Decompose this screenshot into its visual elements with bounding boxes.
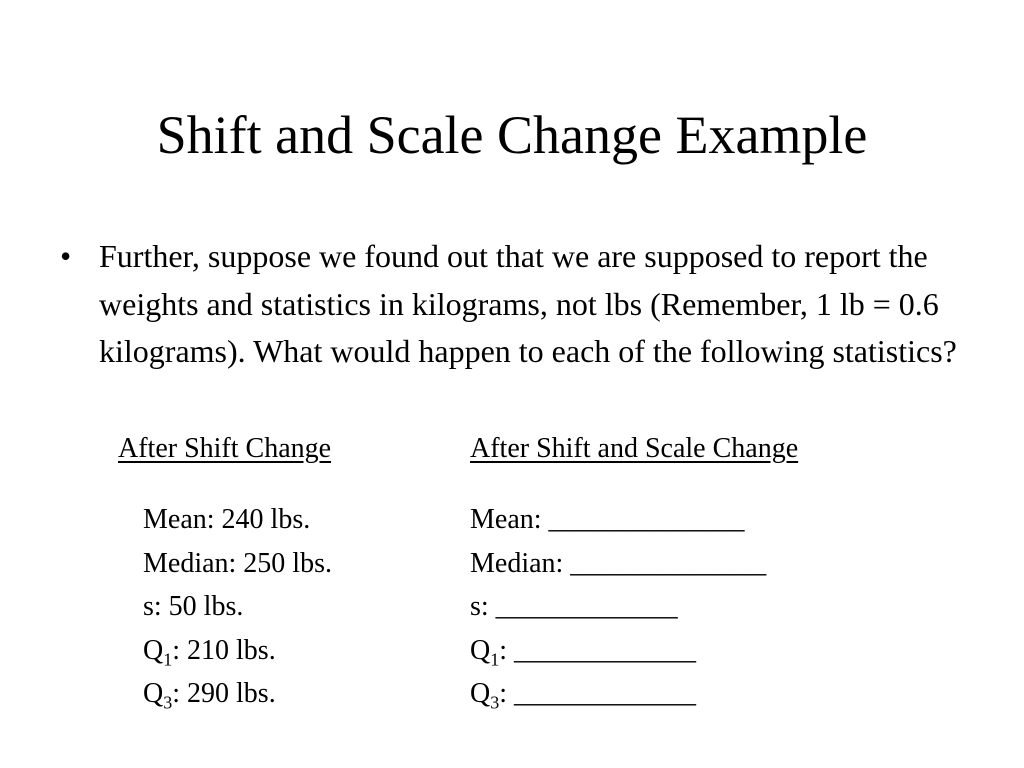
stat-value: : 250 lbs. [228, 547, 332, 579]
stat-row-q3 [470, 672, 766, 716]
stat-label-base: Q [470, 678, 491, 710]
stat-row-median [143, 542, 332, 586]
stat-label: Median [143, 547, 229, 579]
stat-value: : 210 lbs. [172, 634, 276, 666]
stat-row-q1 [470, 629, 766, 673]
stat-label: s [470, 591, 481, 623]
stat-label: Median [470, 547, 556, 579]
left-column-header: After Shift Change [118, 433, 332, 464]
stat-value: : 50 lbs. [153, 591, 244, 623]
shift-stats-list [143, 498, 332, 716]
stat-label: Mean [470, 504, 534, 535]
stat-label-subscript: 3 [163, 692, 173, 713]
stat-row-s [470, 585, 766, 629]
stat-label-base: Q [143, 678, 164, 710]
stat-label-base: Q [143, 634, 164, 666]
stat-blank: : ______________ [533, 504, 745, 535]
stat-row-mean [143, 498, 332, 542]
stat-label-subscript: 3 [490, 692, 500, 713]
bullet-dot-icon: • [60, 238, 72, 274]
stat-blank: : _____________ [480, 591, 678, 623]
right-column-header: After Shift and Scale Change [470, 433, 799, 464]
stat-blank: : _____________ [499, 678, 697, 710]
stat-label-base: Q [470, 634, 491, 666]
bullet-text: Further, suppose we found out that we are supposed to report the weights and statistics in kilograms, not lbs (Remember, 1 lb = 0.6 kilograms). What would happen to each of the following statistics? [99, 238, 957, 369]
stat-row-median [470, 542, 766, 586]
stat-label-subscript: 1 [490, 649, 500, 670]
stat-row-q1 [143, 629, 332, 673]
stat-blank: : ______________ [555, 547, 767, 579]
shift-scale-stats-list [470, 498, 766, 716]
slide-title: Shift and Scale Change Example [156, 105, 868, 165]
bullet-paragraph [60, 233, 990, 376]
stat-value: : 240 lbs. [206, 504, 311, 535]
stat-label: s [143, 591, 154, 623]
stat-row-q3 [143, 672, 332, 716]
stat-row-mean [470, 498, 766, 542]
stat-value: : 290 lbs. [172, 678, 276, 710]
stat-blank: : _____________ [499, 634, 697, 666]
stat-row-s [143, 585, 332, 629]
stat-label-subscript: 1 [163, 649, 173, 670]
stat-label: Mean [143, 504, 207, 535]
